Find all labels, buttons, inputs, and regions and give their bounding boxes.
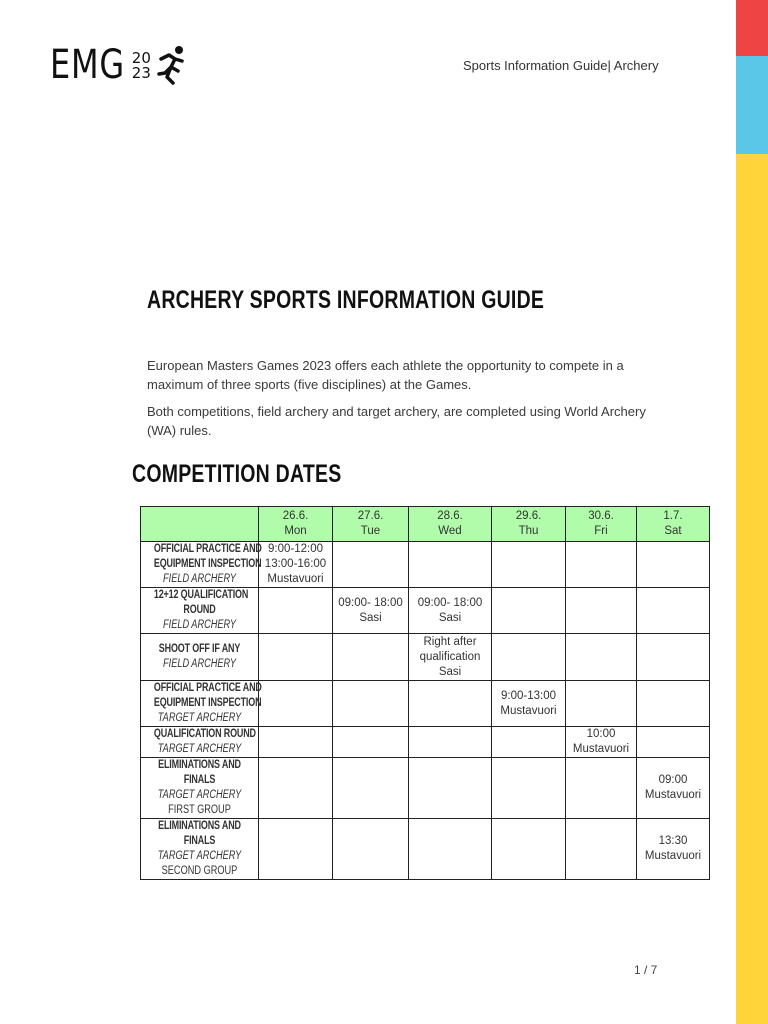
header-day: 28.6. Wed bbox=[409, 507, 492, 542]
schedule-cell bbox=[333, 588, 409, 634]
schedule-cell bbox=[409, 758, 492, 819]
activity-label: ROUND bbox=[183, 604, 216, 616]
cell-text: qualification bbox=[419, 650, 481, 663]
schedule-cell bbox=[566, 542, 637, 588]
cell-text: Sasi bbox=[438, 665, 462, 678]
schedule-cell bbox=[637, 758, 710, 819]
schedule-cell bbox=[566, 727, 637, 758]
schedule-cell bbox=[409, 727, 492, 758]
schedule-cell bbox=[333, 727, 409, 758]
schedule-cell bbox=[566, 819, 637, 880]
cell-text: Mustavuori bbox=[644, 850, 702, 862]
discipline-label: TARGET ARCHERY bbox=[157, 850, 242, 862]
schedule-cell bbox=[259, 542, 333, 588]
table-row bbox=[141, 727, 710, 758]
schedule-cell bbox=[259, 758, 333, 819]
row-label bbox=[141, 819, 259, 880]
schedule-cell bbox=[492, 819, 566, 880]
group-label: FIRST GROUP bbox=[168, 804, 231, 816]
logo-year: 20 23 bbox=[131, 49, 151, 82]
brand-stripe-red bbox=[736, 0, 768, 56]
schedule-cell bbox=[492, 588, 566, 634]
row-label bbox=[141, 758, 259, 819]
cell-text: Mustavuori bbox=[500, 704, 557, 717]
schedule-cell bbox=[566, 634, 637, 681]
cell-text: 09:00- 18:00 bbox=[417, 596, 483, 609]
discipline-label: FIELD ARCHERY bbox=[163, 619, 236, 631]
schedule-cell bbox=[492, 542, 566, 588]
schedule-cell bbox=[492, 758, 566, 819]
group-label: SECOND GROUP bbox=[161, 865, 238, 877]
schedule-cell bbox=[492, 681, 566, 727]
activity-label: OFFICIAL PRACTICE AND bbox=[153, 543, 262, 555]
row-label bbox=[141, 588, 259, 634]
section-title-competition-dates: COMPETITION DATES bbox=[132, 460, 342, 488]
schedule-cell bbox=[333, 542, 409, 588]
schedule-cell bbox=[409, 634, 492, 681]
header-day: 27.6. Tue bbox=[333, 507, 409, 542]
row-label bbox=[141, 681, 262, 727]
discipline-label: TARGET ARCHERY bbox=[157, 789, 242, 801]
table-row bbox=[141, 588, 710, 634]
discipline-label: FIELD ARCHERY bbox=[163, 573, 236, 585]
schedule-cell bbox=[259, 588, 333, 634]
emg-logo bbox=[50, 40, 187, 90]
cell-text: Mustavuori bbox=[644, 789, 702, 801]
table-row bbox=[141, 819, 710, 880]
activity-label: SHOOT OFF IF ANY bbox=[158, 643, 241, 655]
activity-label: EQUIPMENT INSPECTION bbox=[153, 558, 262, 570]
cell-text: 09:00 bbox=[658, 774, 688, 786]
activity-label: FINALS bbox=[183, 774, 216, 786]
rules-paragraph: Both competitions, field archery and target archery, are completed using World Archery (WA) rules. bbox=[147, 404, 646, 438]
activity-label: ELIMINATIONS AND bbox=[158, 820, 241, 832]
cell-text: 13:30 bbox=[658, 835, 688, 847]
header-day: 30.6. Fri bbox=[566, 507, 637, 542]
schedule-cell bbox=[637, 588, 710, 634]
discipline-label: FIELD ARCHERY bbox=[163, 658, 236, 670]
schedule-cell bbox=[566, 588, 637, 634]
cell-text: 09:00- 18:00 bbox=[338, 596, 403, 609]
activity-label: QUALIFICATION ROUND bbox=[153, 728, 256, 740]
schedule-cell bbox=[637, 819, 710, 880]
schedule-cell bbox=[637, 727, 710, 758]
runner-icon bbox=[153, 43, 187, 87]
schedule-cell bbox=[409, 542, 492, 588]
schedule-cell bbox=[637, 681, 710, 727]
brand-stripe-blue bbox=[736, 56, 768, 154]
header-day: 29.6. Thu bbox=[492, 507, 566, 542]
schedule-cell bbox=[409, 681, 492, 727]
cell-text: Mustavuori bbox=[572, 743, 630, 755]
discipline-label: TARGET ARCHERY bbox=[157, 743, 242, 755]
cell-text: 10:00 bbox=[586, 728, 616, 740]
header-day: 1.7. Sat bbox=[637, 507, 710, 542]
schedule-cell bbox=[637, 542, 710, 588]
header-title: Sports Information Guide| Archery bbox=[463, 58, 659, 73]
schedule-cell bbox=[333, 681, 409, 727]
schedule-cell bbox=[492, 634, 566, 681]
schedule-cell bbox=[259, 681, 333, 727]
cell-text: 9:00-13:00 bbox=[501, 689, 556, 702]
table-row bbox=[141, 542, 710, 588]
schedule-cell bbox=[637, 634, 710, 681]
cell-text: Mustavuori bbox=[267, 573, 324, 585]
header-empty-cell bbox=[141, 507, 259, 542]
schedule-cell bbox=[259, 819, 333, 880]
page-number: 1 / 7 bbox=[634, 963, 658, 977]
activity-label: ELIMINATIONS AND bbox=[158, 759, 241, 771]
row-label bbox=[141, 727, 259, 758]
discipline-label: TARGET ARCHERY bbox=[157, 712, 242, 724]
schedule-cell bbox=[409, 588, 492, 634]
schedule-cell bbox=[566, 681, 637, 727]
schedule-cell bbox=[259, 634, 333, 681]
page-title: ARCHERY SPORTS INFORMATION GUIDE bbox=[147, 286, 545, 314]
cell-text: Sasi bbox=[359, 611, 382, 624]
activity-label: EQUIPMENT INSPECTION bbox=[153, 697, 262, 709]
schedule-cell bbox=[259, 727, 333, 758]
table-row bbox=[141, 634, 710, 681]
row-label bbox=[141, 542, 262, 588]
row-label bbox=[141, 634, 259, 681]
logo-text: EMG bbox=[50, 42, 126, 88]
cell-text: 9:00-12:00 bbox=[268, 543, 323, 555]
cell-text: 13:00-16:00 bbox=[264, 558, 327, 570]
cell-text: Sasi bbox=[438, 611, 462, 624]
competition-dates-table bbox=[140, 506, 710, 880]
schedule-cell bbox=[492, 727, 566, 758]
table-row bbox=[141, 758, 710, 819]
schedule-cell bbox=[566, 758, 637, 819]
cell-text: Right after bbox=[423, 635, 477, 648]
activity-label: 12+12 QUALIFICATION bbox=[153, 589, 249, 601]
schedule-cell bbox=[333, 758, 409, 819]
intro-paragraph: European Masters Games 2023 offers each athlete the opportunity to compete in a maximum of three sports (five disciplines) at the Games. bbox=[147, 358, 624, 392]
schedule-cell bbox=[409, 819, 492, 880]
table-header-row bbox=[141, 507, 710, 542]
activity-label: FINALS bbox=[183, 835, 216, 847]
header-day: 26.6. Mon bbox=[259, 507, 333, 542]
table-row bbox=[141, 681, 710, 727]
schedule-cell bbox=[333, 819, 409, 880]
schedule-cell bbox=[333, 634, 409, 681]
activity-label: OFFICIAL PRACTICE AND bbox=[153, 682, 262, 694]
brand-stripe-yellow bbox=[736, 154, 768, 1024]
